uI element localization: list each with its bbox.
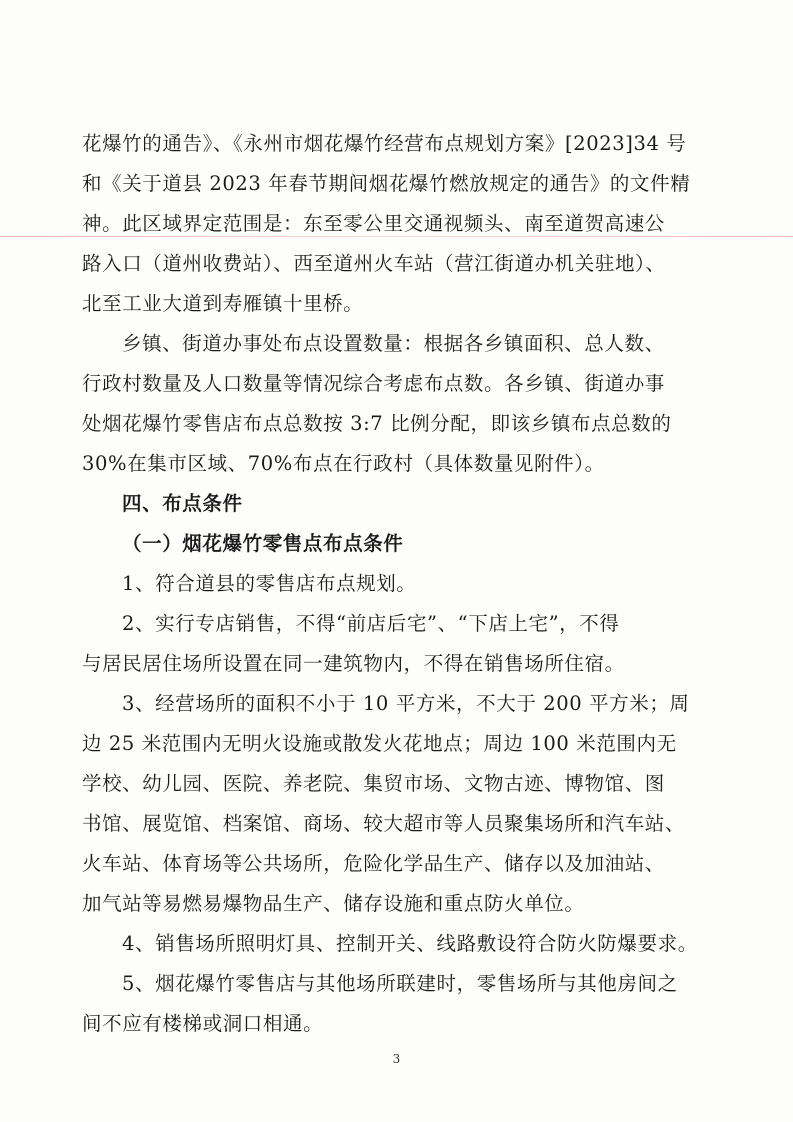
text-line: 与居民居住场所设置在同一建筑物内，不得在销售场所住宿。 bbox=[82, 652, 625, 675]
text-line: 4、销售场所照明灯具、控制开关、线路敷设符合防火防爆要求。 bbox=[122, 932, 698, 955]
page-number: 3 bbox=[392, 1052, 401, 1066]
text-line: 5、烟花爆竹零售店与其他场所联建时，零售场所与其他房间之 bbox=[122, 972, 678, 995]
text-line: 2、实行专店销售，不得“前店后宅”、“下店上宅”，不得 bbox=[122, 612, 620, 635]
section-heading: 四、布点条件 bbox=[122, 492, 243, 515]
text-line: 处烟花爆竹零售店布点总数按 3:7 比例分配，即该乡镇布点总数的 bbox=[82, 412, 672, 435]
text-line: 火车站、体育场等公共场所，危险化学品生产、储存以及加油站、 bbox=[82, 852, 665, 875]
text-line: 神。此区域界定范围是：东至零公里交通视频头、南至道贺高速公 bbox=[82, 212, 665, 235]
section-heading: （一）烟花爆竹零售点布点条件 bbox=[122, 532, 404, 555]
document-body bbox=[82, 124, 712, 1044]
text-line: 3、经营场所的面积不小于 10 平方米，不大于 200 平方米；周 bbox=[122, 692, 690, 715]
text-line: 和《关于道县 2023 年春节期间烟花爆竹燃放规定的通告》的文件精 bbox=[82, 172, 691, 195]
text-line: 书馆、展览馆、档案馆、商场、较大超市等人员聚集场所和汽车站、 bbox=[82, 812, 686, 835]
text-line: 间不应有楼梯或洞口相通。 bbox=[82, 1012, 324, 1035]
text-line: 学校、幼儿园、医院、养老院、集贸市场、文物古迹、博物馆、图 bbox=[82, 772, 665, 795]
text-line: 路入口（道州收费站）、西至道州火车站（营江街道办机关驻地）、 bbox=[82, 252, 666, 275]
text-line: 30%在集市区域、70%布点在行政村（具体数量见附件）。 bbox=[82, 452, 605, 475]
text-line: 1、符合道县的零售店布点规划。 bbox=[122, 572, 417, 595]
text-line: 花爆竹的通告》、《永州市烟花爆竹经营布点规划方案》[2023]34 号 bbox=[82, 132, 687, 155]
text-line: 行政村数量及人口数量等情况综合考虑布点数。各乡镇、街道办事 bbox=[82, 372, 665, 395]
text-line: 边 25 米范围内无明火设施或散发火花地点；周边 100 米范围内无 bbox=[82, 732, 677, 755]
text-line: 北至工业大道到寿雁镇十里桥。 bbox=[82, 292, 364, 315]
text-line: 乡镇、街道办事处布点设置数量：根据各乡镇面积、总人数、 bbox=[122, 332, 665, 355]
text-line: 加气站等易燃易爆物品生产、储存设施和重点防火单位。 bbox=[82, 892, 585, 915]
